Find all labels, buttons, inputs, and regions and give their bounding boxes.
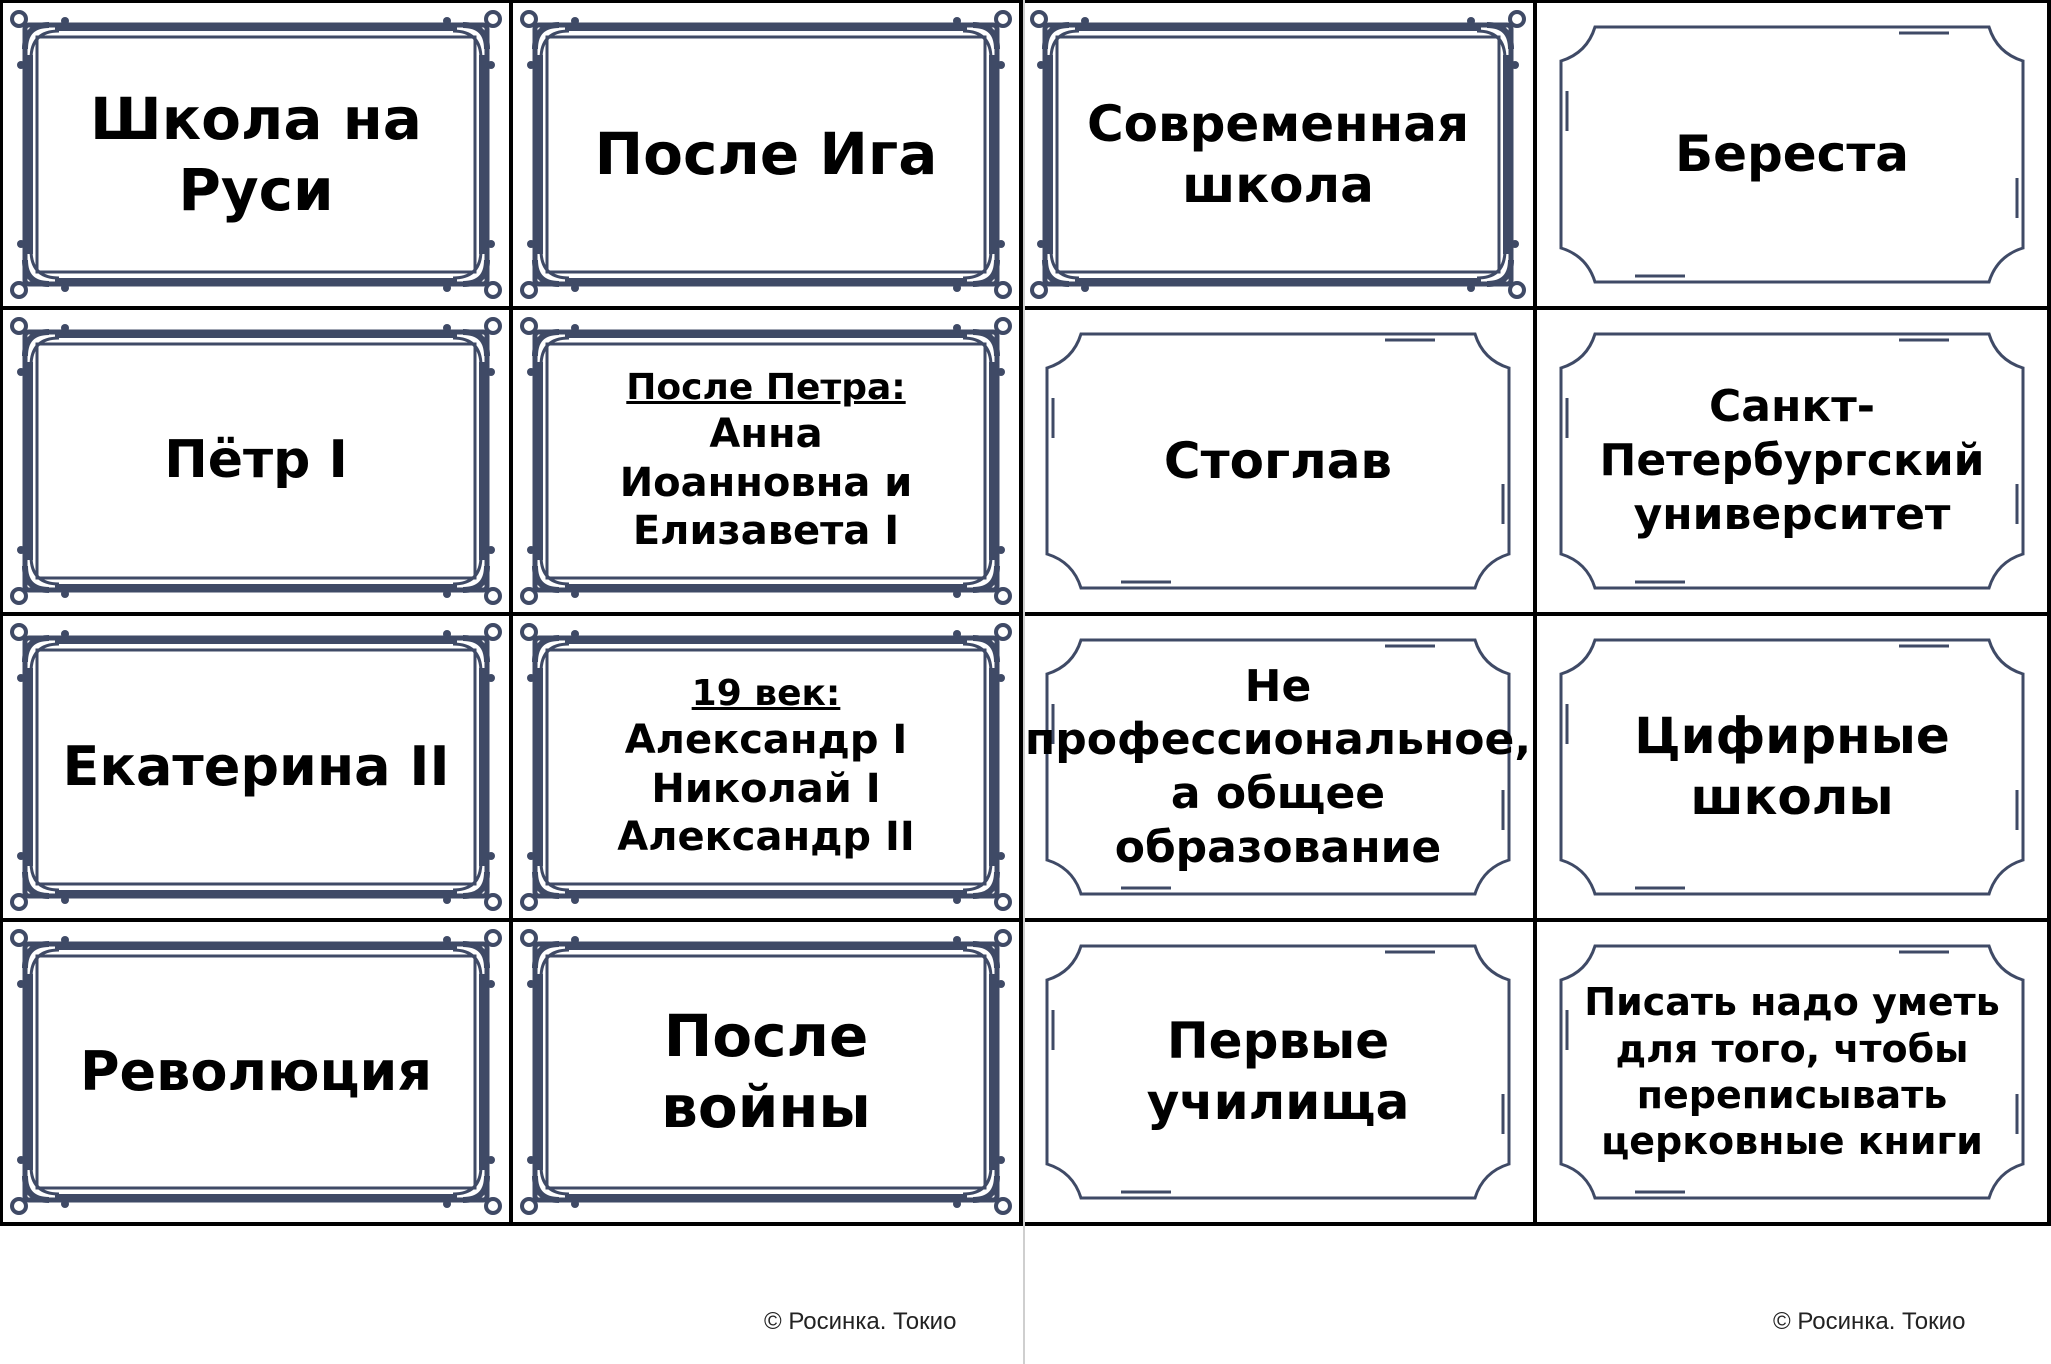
card-line: училища	[1146, 1073, 1410, 1131]
card-line: для того, чтобы	[1615, 1026, 1969, 1071]
copyright-left: © Росинка. Токио	[764, 1308, 957, 1335]
card-text	[1025, 660, 1531, 875]
card-text	[1634, 706, 1950, 828]
card-line: профессиональное,	[1024, 714, 1532, 766]
card-line: Петербургский	[1599, 435, 1985, 487]
card-line: Стоглав	[1163, 431, 1393, 490]
card-line: Елизавета I	[632, 508, 900, 555]
card-ekaterina-ii	[3, 616, 509, 918]
card-text	[595, 119, 938, 190]
card-line: войны	[661, 1073, 871, 1141]
card-line: После Ига	[594, 120, 938, 189]
card-line: Береста	[1674, 125, 1910, 183]
card-line: Иоанновна и	[619, 459, 913, 506]
card-sovremennaya-shkola	[1023, 3, 1533, 306]
card-line: а общее	[1170, 768, 1386, 819]
card-text	[1584, 979, 1999, 1164]
card-line: Не	[1244, 660, 1312, 712]
card-heading: 19 век:	[691, 672, 841, 714]
card-text	[617, 672, 915, 862]
card-text	[1600, 380, 1985, 541]
card-line: школа	[1182, 155, 1374, 214]
card-line: Писать надо уметь	[1584, 980, 2000, 1025]
card-text	[620, 366, 913, 556]
card-text	[90, 84, 422, 226]
card-line: Революция	[79, 1040, 433, 1104]
card-line: образование	[1114, 821, 1442, 873]
card-line: Цифирные	[1634, 707, 1950, 765]
card-petr-i	[3, 310, 509, 612]
card-19-vek	[513, 616, 1019, 918]
card-revolyutsiya	[3, 922, 509, 1222]
copyright-right: © Росинка. Токио	[1773, 1308, 1966, 1335]
grid-line	[2047, 0, 2051, 1226]
card-line: Александр II	[617, 814, 915, 861]
card-text	[1147, 1011, 1410, 1133]
card-line: переписывать	[1636, 1073, 1948, 1117]
card-line: Руси	[178, 155, 334, 224]
card-line: Пётр I	[164, 430, 348, 491]
card-obshchee-obrazovanie	[1023, 616, 1533, 918]
card-tsifirnye-shkoly	[1537, 616, 2047, 918]
card-text	[661, 1001, 871, 1143]
card-line: После	[663, 1002, 869, 1071]
card-line: университет	[1633, 488, 1951, 540]
card-text	[62, 734, 449, 800]
card-beresta	[1537, 3, 2047, 306]
card-line: Александр I	[624, 716, 908, 763]
card-posle-petra	[513, 310, 1019, 612]
card-text	[1164, 431, 1392, 492]
card-line: Екатерина II	[62, 735, 450, 799]
card-stoglav	[1023, 310, 1533, 612]
card-line: церковные книги	[1601, 1119, 1983, 1164]
card-line: Современная	[1086, 94, 1470, 153]
card-line: Первые	[1166, 1012, 1390, 1070]
card-pervye-uchilishcha	[1023, 922, 1533, 1222]
grid-line	[0, 1222, 2051, 1226]
card-posle-iga	[513, 3, 1019, 306]
card-posle-voiny	[513, 922, 1019, 1222]
card-text	[80, 1039, 432, 1105]
card-heading: После Петра:	[626, 366, 906, 408]
card-text	[1675, 124, 1909, 185]
card-line: Анна	[709, 410, 823, 457]
card-text	[1087, 94, 1469, 216]
card-line: Школа на	[90, 84, 422, 153]
card-line: Санкт-	[1708, 381, 1875, 433]
card-pisat-nado-umet	[1537, 922, 2047, 1222]
card-line: Николай I	[651, 765, 881, 812]
card-spb-universitet	[1537, 310, 2047, 612]
card-text	[164, 429, 348, 492]
card-shkola-na-rusi	[3, 3, 509, 306]
card-line: школы	[1690, 768, 1894, 826]
